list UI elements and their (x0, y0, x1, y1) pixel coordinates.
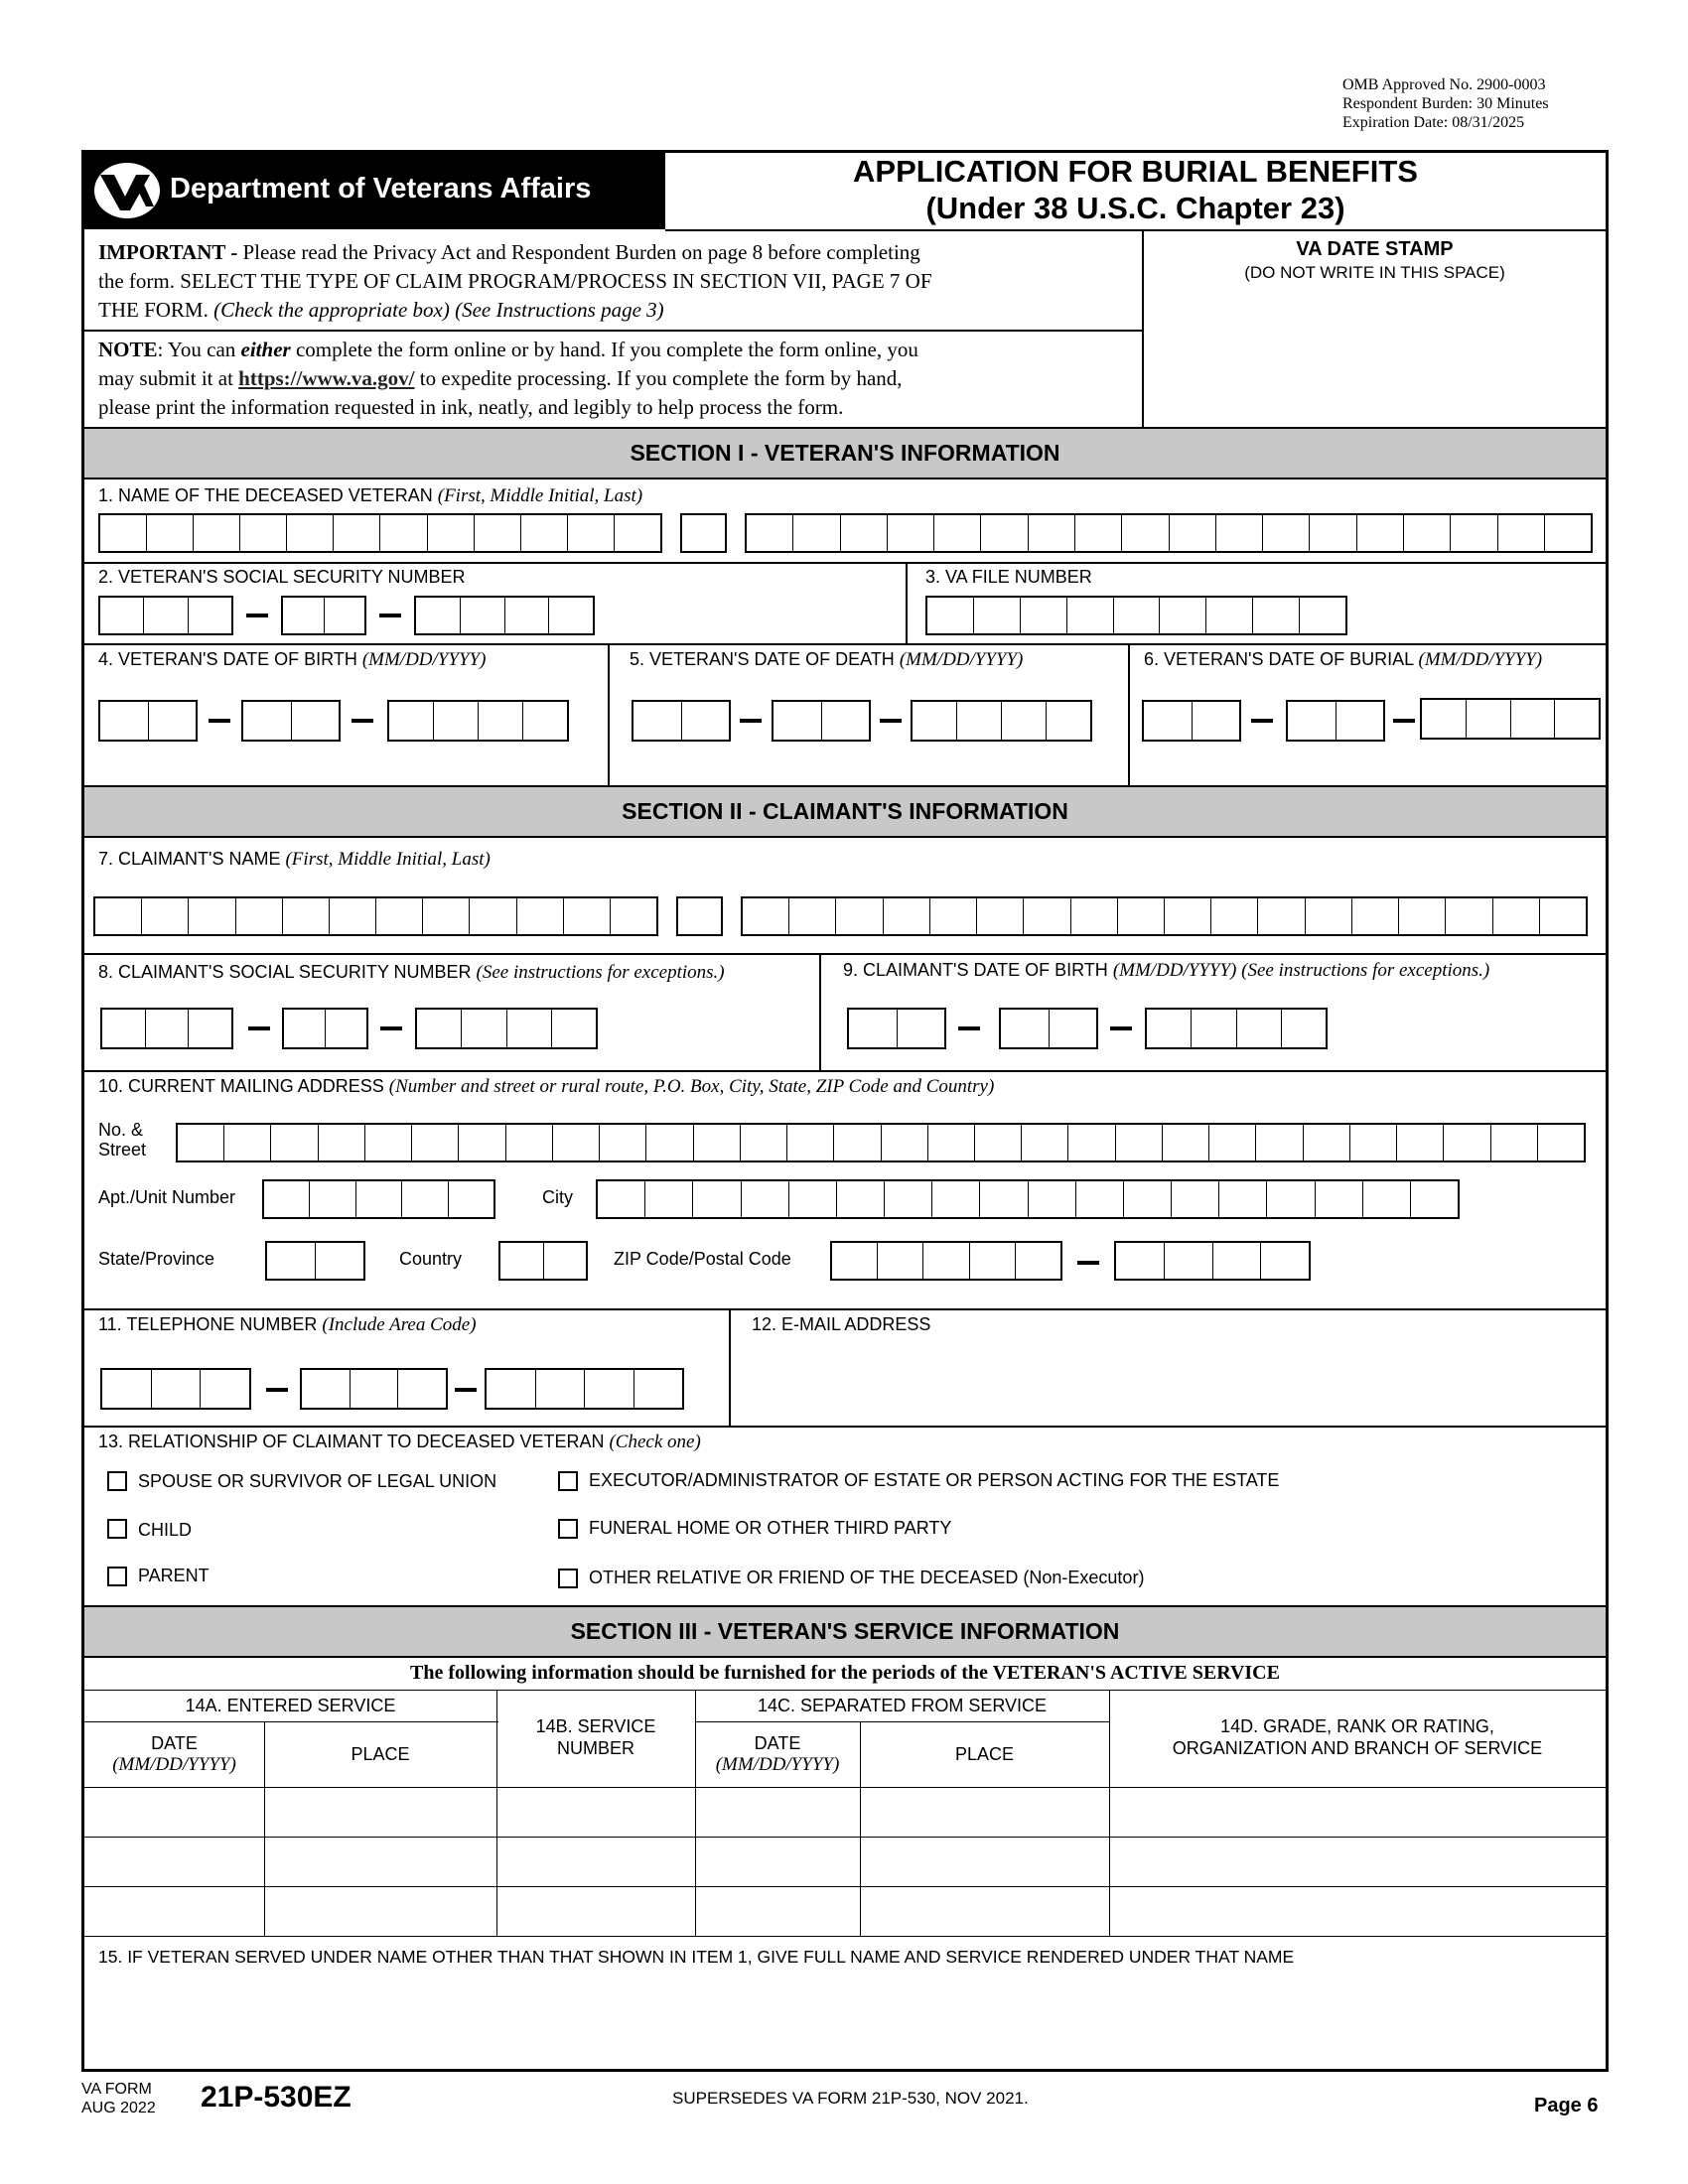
char-box[interactable] (568, 515, 615, 551)
burial-day[interactable] (1286, 700, 1385, 742)
char-box[interactable] (930, 898, 977, 934)
char-box[interactable] (1304, 1125, 1350, 1160)
agency-banner (84, 153, 665, 229)
title-line-2: (Under 38 U.S.C. Chapter 23) (925, 191, 1345, 225)
claimant-dob-month[interactable] (847, 1008, 946, 1049)
char-box[interactable] (1491, 1125, 1538, 1160)
omb-expiration: Expiration Date: 08/31/2025 (1342, 114, 1525, 131)
char-box[interactable] (1071, 898, 1118, 934)
char-box[interactable] (980, 1181, 1028, 1217)
char-box[interactable] (1047, 702, 1090, 740)
char-box[interactable] (878, 1243, 923, 1279)
char-box[interactable] (1336, 702, 1384, 740)
char-box[interactable] (1253, 598, 1300, 633)
char-box[interactable] (1165, 1243, 1213, 1279)
char-box[interactable] (271, 1125, 318, 1160)
char-box[interactable] (500, 1243, 544, 1279)
char-box[interactable] (927, 598, 974, 633)
char-box[interactable] (325, 598, 365, 633)
char-box[interactable] (888, 515, 934, 551)
rel-funeral-label: FUNERAL HOME OR OTHER THIRD PARTY (589, 1518, 952, 1538)
other-name-field[interactable] (89, 1976, 1599, 2065)
char-box[interactable] (1316, 1181, 1363, 1217)
char-box[interactable] (1029, 515, 1075, 551)
char-box[interactable] (351, 1370, 399, 1408)
checkbox-other-relative[interactable] (558, 1569, 578, 1588)
char-box[interactable] (243, 702, 292, 740)
checkbox-funeral-home[interactable] (558, 1519, 578, 1539)
char-box[interactable] (970, 1243, 1016, 1279)
char-box[interactable] (178, 1125, 224, 1160)
char-box[interactable] (1306, 898, 1352, 934)
char-box[interactable] (544, 1243, 587, 1279)
char-box[interactable] (957, 702, 1002, 740)
footer-supersedes: SUPERSEDES VA FORM 21P-530, NOV 2021. (672, 2089, 1029, 2108)
char-box[interactable] (747, 515, 793, 551)
char-box[interactable] (836, 898, 883, 934)
char-box[interactable] (1216, 515, 1263, 551)
char-box[interactable] (1165, 898, 1211, 934)
char-box[interactable] (1258, 898, 1305, 934)
omb-info (1342, 75, 1549, 132)
char-box[interactable] (633, 702, 682, 740)
char-box[interactable] (487, 1370, 536, 1408)
char-box[interactable] (428, 515, 475, 551)
char-box[interactable] (507, 1010, 552, 1047)
veteran-middle-initial-box[interactable] (680, 513, 727, 553)
char-box[interactable] (224, 1125, 271, 1160)
field-4-label: 4. VETERAN'S DATE OF BIRTH (MM/DD/YYYY) (98, 649, 487, 670)
char-box[interactable] (1357, 515, 1404, 551)
char-box[interactable] (1163, 1125, 1209, 1160)
char-box[interactable] (1022, 1125, 1068, 1160)
char-box[interactable] (398, 1370, 446, 1408)
claimant-ssn-part2[interactable] (282, 1008, 368, 1049)
veteran-first-name-boxes[interactable] (98, 513, 662, 553)
char-box[interactable] (365, 1125, 412, 1160)
omb-approved: OMB Approved No. 2900-0003 (1342, 76, 1546, 93)
rel-executor-label: EXECUTOR/ADMINISTRATOR OF ESTATE OR PERSON ACTING FOR THE ESTATE (589, 1470, 1280, 1490)
street-boxes[interactable] (176, 1123, 1586, 1162)
col-14a-place: PLACE (351, 1744, 410, 1764)
char-box[interactable] (834, 1125, 881, 1160)
char-box[interactable] (264, 1181, 310, 1217)
col-14c-header: 14C. SEPARATED FROM SERVICE (757, 1696, 1048, 1715)
claimant-ssn-part1[interactable] (100, 1008, 233, 1049)
char-box[interactable] (1300, 598, 1345, 633)
field-11-label: 11. TELEPHONE NUMBER (Include Area Code) (98, 1314, 477, 1335)
country-boxes[interactable] (498, 1241, 588, 1281)
char-box[interactable] (787, 1125, 834, 1160)
char-box[interactable] (1067, 598, 1114, 633)
dob-month[interactable] (98, 700, 198, 742)
field-6-label: 6. VETERAN'S DATE OF BURIAL (MM/DD/YYYY) (1144, 649, 1543, 670)
char-box[interactable] (564, 898, 611, 934)
char-box[interactable] (1237, 1010, 1282, 1047)
char-box[interactable] (152, 1370, 202, 1408)
field-15-label: 15. IF VETERAN SERVED UNDER NAME OTHER THAN THAT SHOWN IN ITEM 1, GIVE FULL NAME AND SERVICE RENDERED UNDER THAT NAME (98, 1947, 1295, 1967)
rel-parent-label: PARENT (138, 1566, 210, 1585)
char-box[interactable] (284, 1010, 326, 1047)
veteran-ssn-part3[interactable] (414, 596, 595, 635)
char-box[interactable] (1363, 1181, 1411, 1217)
char-box[interactable] (742, 1181, 789, 1217)
char-box[interactable] (194, 515, 240, 551)
char-box[interactable] (310, 1181, 355, 1217)
char-box[interactable] (1116, 1125, 1163, 1160)
char-box[interactable] (585, 1370, 634, 1408)
claimant-first-name-boxes[interactable] (93, 896, 658, 936)
phone-area-code[interactable] (100, 1368, 251, 1410)
char-box[interactable] (1122, 515, 1169, 551)
char-box[interactable] (789, 898, 836, 934)
char-box[interactable] (1422, 700, 1467, 738)
char-box[interactable] (319, 1125, 365, 1160)
char-box[interactable] (201, 1370, 249, 1408)
char-box[interactable] (102, 1370, 152, 1408)
char-box[interactable] (1288, 702, 1336, 740)
apt-label: Apt./Unit Number (98, 1187, 236, 1207)
char-box[interactable] (1219, 1181, 1267, 1217)
dod-month[interactable] (632, 700, 731, 742)
char-box[interactable] (885, 1181, 932, 1217)
char-box[interactable] (316, 1243, 363, 1279)
char-box[interactable] (974, 598, 1021, 633)
char-box[interactable] (1282, 1010, 1326, 1047)
field-8-label: 8. CLAIMANT'S SOCIAL SECURITY NUMBER (See instructions for exceptions.) (98, 962, 725, 983)
field-3-label: 3. VA FILE NUMBER (925, 567, 1092, 587)
char-box[interactable] (1172, 1181, 1219, 1217)
char-box[interactable] (434, 702, 479, 740)
char-box[interactable] (678, 898, 721, 934)
col-14c-date: DATE (MM/DD/YYYY) (715, 1733, 840, 1775)
claimant-dob-year[interactable] (1145, 1008, 1328, 1049)
char-box[interactable] (470, 898, 516, 934)
char-box[interactable] (1114, 598, 1161, 633)
col-14a-header: 14A. ENTERED SERVICE (185, 1696, 396, 1715)
char-box[interactable] (356, 1181, 402, 1217)
char-box[interactable] (462, 1010, 506, 1047)
agency-name: Department of Veterans Affairs (170, 173, 592, 205)
phone-line[interactable] (485, 1368, 684, 1410)
col-14c-place: PLACE (954, 1744, 1015, 1764)
char-box[interactable] (461, 598, 505, 633)
dob-day[interactable] (241, 700, 341, 742)
char-box[interactable] (1444, 1125, 1490, 1160)
char-box[interactable] (330, 898, 376, 934)
char-box[interactable] (693, 1181, 741, 1217)
field-5-label: 5. VETERAN'S DATE OF DEATH (MM/DD/YYYY) (630, 649, 1024, 670)
char-box[interactable] (1451, 515, 1497, 551)
char-box[interactable] (95, 898, 142, 934)
apt-boxes[interactable] (262, 1179, 495, 1219)
char-box[interactable] (1160, 598, 1206, 633)
char-box[interactable] (402, 1181, 448, 1217)
country-label: Country (399, 1249, 463, 1269)
dob-year[interactable] (387, 700, 569, 742)
char-box[interactable] (774, 702, 822, 740)
char-box[interactable] (646, 1125, 693, 1160)
char-box[interactable] (1029, 1181, 1076, 1217)
claimant-ssn-part3[interactable] (415, 1008, 598, 1049)
zip-extension-boxes[interactable] (1114, 1241, 1311, 1281)
phone-prefix[interactable] (300, 1368, 448, 1410)
char-box[interactable] (283, 598, 325, 633)
va-logo-icon (92, 161, 162, 220)
title-line-1: APPLICATION FOR BURIAL BENEFITS (853, 154, 1418, 189)
char-box[interactable] (1350, 1125, 1397, 1160)
char-box[interactable] (1124, 1181, 1172, 1217)
dod-day[interactable] (772, 700, 871, 742)
char-box[interactable] (1467, 700, 1511, 738)
char-box[interactable] (144, 598, 188, 633)
char-box[interactable] (1170, 515, 1216, 551)
section-2-header: SECTION II - CLAIMANT'S INFORMATION (84, 785, 1606, 838)
checkbox-spouse[interactable] (107, 1471, 127, 1491)
char-box[interactable] (1493, 898, 1540, 934)
field-10-label: 10. CURRENT MAILING ADDRESS (Number and street or rural route, P.O. Box, City, State, ZIP Code and Country) (98, 1076, 995, 1097)
char-box[interactable] (837, 1181, 885, 1217)
char-box[interactable] (287, 515, 334, 551)
char-box[interactable] (1538, 1125, 1584, 1160)
char-box[interactable] (553, 1125, 600, 1160)
stamp-title: VA DATE STAMP (1296, 238, 1454, 260)
char-box[interactable] (236, 898, 283, 934)
char-box[interactable] (102, 1010, 146, 1047)
char-box[interactable] (326, 1010, 366, 1047)
claimant-dob-day[interactable] (999, 1008, 1098, 1049)
char-box[interactable] (1193, 702, 1240, 740)
section-3-header: SECTION III - VETERAN'S SERVICE INFORMATION (84, 1605, 1606, 1658)
char-box[interactable] (1540, 898, 1586, 934)
char-box[interactable] (292, 702, 340, 740)
col-14b-header: 14B. SERVICE NUMBER (535, 1716, 656, 1758)
char-box[interactable] (549, 598, 593, 633)
char-box[interactable] (682, 702, 730, 740)
omb-burden: Respondent Burden: 30 Minutes (1342, 95, 1549, 112)
char-box[interactable] (1267, 1181, 1315, 1217)
char-box[interactable] (743, 898, 789, 934)
rel-spouse-label: SPOUSE OR SURVIVOR OF LEGAL UNION (138, 1471, 497, 1491)
burial-month[interactable] (1142, 700, 1241, 742)
veteran-ssn-part1[interactable] (98, 596, 233, 635)
char-box[interactable] (189, 898, 235, 934)
char-box[interactable] (898, 1010, 945, 1047)
char-box[interactable] (1075, 515, 1122, 551)
note-notice: NOTE: You can either complete the form online or by hand. If you complete the form online, you may submit it at https://www.va.gov/ to expedite processing. If you complete the form by hand, please print the information requested in ink, neatly, and legibly to help process the form. (98, 338, 918, 419)
field-7-label: 7. CLAIMANT'S NAME (First, Middle Initial, Last) (98, 849, 491, 870)
veteran-ssn-part2[interactable] (281, 596, 366, 635)
char-box[interactable] (459, 1125, 505, 1160)
char-box[interactable] (1016, 1243, 1060, 1279)
char-box[interactable] (849, 1010, 898, 1047)
char-box[interactable] (267, 1243, 316, 1279)
char-box[interactable] (506, 1125, 553, 1160)
city-label: City (542, 1187, 573, 1207)
rel-other-label: OTHER RELATIVE OR FRIEND OF THE DECEASED (Non-Executor) (589, 1568, 1145, 1587)
char-box[interactable] (376, 898, 423, 934)
char-box[interactable] (423, 898, 470, 934)
footer-page: Page 6 (1534, 2095, 1599, 2116)
char-box[interactable] (523, 702, 567, 740)
char-box[interactable] (1021, 598, 1067, 633)
char-box[interactable] (146, 1010, 190, 1047)
claimant-last-name-boxes[interactable] (741, 896, 1588, 936)
email-field[interactable] (735, 1342, 1599, 1418)
char-box[interactable] (634, 1370, 683, 1408)
state-label: State/Province (98, 1249, 215, 1269)
char-box[interactable] (1399, 898, 1446, 934)
footer-form-label: VA FORM AUG 2022 (81, 2081, 156, 2116)
va-date-stamp (1144, 238, 1606, 283)
char-box[interactable] (1256, 1125, 1303, 1160)
char-box[interactable] (1352, 898, 1399, 934)
char-box[interactable] (975, 1125, 1022, 1160)
field-9-label: 9. CLAIMANT'S DATE OF BIRTH (MM/DD/YYYY) (See instructions for exceptions.) (843, 960, 1490, 981)
char-box[interactable] (934, 515, 981, 551)
claimant-middle-initial-box[interactable] (676, 896, 723, 936)
char-box[interactable] (932, 1181, 980, 1217)
char-box[interactable] (240, 515, 287, 551)
char-box[interactable] (1511, 700, 1556, 738)
zip-boxes[interactable] (830, 1241, 1062, 1281)
field-1-label: 1. NAME OF THE DECEASED VETERAN (First, Middle Initial, Last) (98, 485, 643, 506)
char-box[interactable] (598, 1181, 645, 1217)
char-box[interactable] (1411, 1181, 1458, 1217)
char-box[interactable] (981, 515, 1028, 551)
char-box[interactable] (536, 1370, 586, 1408)
street-label: No. & Street (98, 1120, 147, 1160)
char-box[interactable] (1555, 700, 1599, 738)
char-box[interactable] (1545, 515, 1591, 551)
stamp-note: (DO NOT WRITE IN THIS SPACE) (1244, 263, 1505, 282)
char-box[interactable] (1002, 702, 1047, 740)
char-box[interactable] (416, 598, 461, 633)
char-box[interactable] (389, 702, 434, 740)
char-box[interactable] (1206, 598, 1253, 633)
char-box[interactable] (1024, 898, 1070, 934)
burial-year[interactable] (1420, 698, 1601, 740)
char-box[interactable] (1118, 898, 1165, 934)
char-box[interactable] (694, 1125, 741, 1160)
col-14d-header: 14D. GRADE, RANK OR RATING, ORGANIZATION AND BRANCH OF SERVICE (1172, 1716, 1543, 1758)
char-box[interactable] (100, 702, 149, 740)
field-13-label: 13. RELATIONSHIP OF CLAIMANT TO DECEASED VETERAN (Check one) (98, 1432, 701, 1452)
section-1-header: SECTION I - VETERAN'S INFORMATION (84, 427, 1606, 479)
char-box[interactable] (1446, 898, 1492, 934)
char-box[interactable] (1068, 1125, 1115, 1160)
char-box[interactable] (1404, 515, 1451, 551)
veteran-last-name-boxes[interactable] (745, 513, 1593, 553)
char-box[interactable] (913, 702, 957, 740)
char-box[interactable] (741, 1125, 787, 1160)
char-box[interactable] (302, 1370, 351, 1408)
char-box[interactable] (1001, 1010, 1050, 1047)
city-boxes[interactable] (596, 1179, 1460, 1219)
char-box[interactable] (1116, 1243, 1165, 1279)
char-box[interactable] (1213, 1243, 1262, 1279)
char-box[interactable] (793, 515, 840, 551)
char-box[interactable] (142, 898, 189, 934)
char-box[interactable] (615, 515, 660, 551)
char-box[interactable] (1263, 515, 1310, 551)
char-box[interactable] (1211, 898, 1258, 934)
field-12-label: 12. E-MAIL ADDRESS (752, 1314, 931, 1334)
char-box[interactable] (552, 1010, 596, 1047)
char-box[interactable] (147, 515, 194, 551)
char-box[interactable] (882, 1125, 928, 1160)
char-box[interactable] (334, 515, 380, 551)
checkbox-parent[interactable] (107, 1567, 127, 1586)
char-box[interactable] (517, 898, 564, 934)
char-box[interactable] (475, 515, 521, 551)
form-title (665, 153, 1606, 231)
footer-form-number: 21P-530EZ (201, 2081, 352, 2114)
char-box[interactable] (600, 1125, 646, 1160)
char-box[interactable] (417, 1010, 462, 1047)
rel-child-label: CHILD (138, 1520, 193, 1540)
char-box[interactable] (449, 1181, 493, 1217)
char-box[interactable] (1076, 1181, 1124, 1217)
checkbox-executor[interactable] (558, 1471, 578, 1491)
char-box[interactable] (100, 515, 147, 551)
char-box[interactable] (1261, 1243, 1309, 1279)
important-notice: IMPORTANT - Please read the Privacy Act and Respondent Burden on page 8 before completing the form. SELECT THE TYPE OF CLAIM PROGRAM/PROCESS IN SECTION VII, PAGE 7 OF THE FORM. (Check the appropriate box) (See Instructions page 3) (98, 240, 932, 322)
char-box[interactable] (505, 598, 550, 633)
char-box[interactable] (884, 898, 930, 934)
va-file-number-boxes[interactable] (925, 596, 1347, 635)
char-box[interactable] (1498, 515, 1545, 551)
char-box[interactable] (100, 598, 144, 633)
char-box[interactable] (822, 702, 870, 740)
char-box[interactable] (977, 898, 1024, 934)
char-box[interactable] (1050, 1010, 1097, 1047)
char-box[interactable] (1397, 1125, 1444, 1160)
checkbox-child[interactable] (107, 1519, 127, 1539)
char-box[interactable] (412, 1125, 459, 1160)
char-box[interactable] (841, 515, 888, 551)
char-box[interactable] (1310, 515, 1356, 551)
service-intro: The following information should be furnished for the periods of the VETERAN'S ACTIVE SERVICE (410, 1662, 1280, 1684)
char-box[interactable] (380, 515, 427, 551)
char-box[interactable] (479, 702, 523, 740)
char-box[interactable] (789, 1181, 837, 1217)
char-box[interactable] (1147, 1010, 1192, 1047)
va-gov-link[interactable]: https://www.va.gov/ (238, 366, 415, 390)
char-box[interactable] (189, 598, 231, 633)
field-2-label: 2. VETERAN'S SOCIAL SECURITY NUMBER (98, 567, 466, 587)
dod-year[interactable] (911, 700, 1092, 742)
col-14a-date: DATE (MM/DD/YYYY) (112, 1733, 236, 1775)
char-box[interactable] (189, 1010, 231, 1047)
char-box[interactable] (645, 1181, 693, 1217)
zip-label: ZIP Code/Postal Code (614, 1249, 791, 1269)
char-box[interactable] (1209, 1125, 1256, 1160)
char-box[interactable] (149, 702, 197, 740)
char-box[interactable] (923, 1243, 969, 1279)
char-box[interactable] (832, 1243, 878, 1279)
char-box[interactable] (682, 515, 725, 551)
char-box[interactable] (521, 515, 568, 551)
state-boxes[interactable] (265, 1241, 365, 1281)
char-box[interactable] (1144, 702, 1193, 740)
char-box[interactable] (283, 898, 330, 934)
char-box[interactable] (928, 1125, 975, 1160)
char-box[interactable] (611, 898, 656, 934)
important-lead: IMPORTANT - (98, 240, 243, 264)
char-box[interactable] (1192, 1010, 1236, 1047)
